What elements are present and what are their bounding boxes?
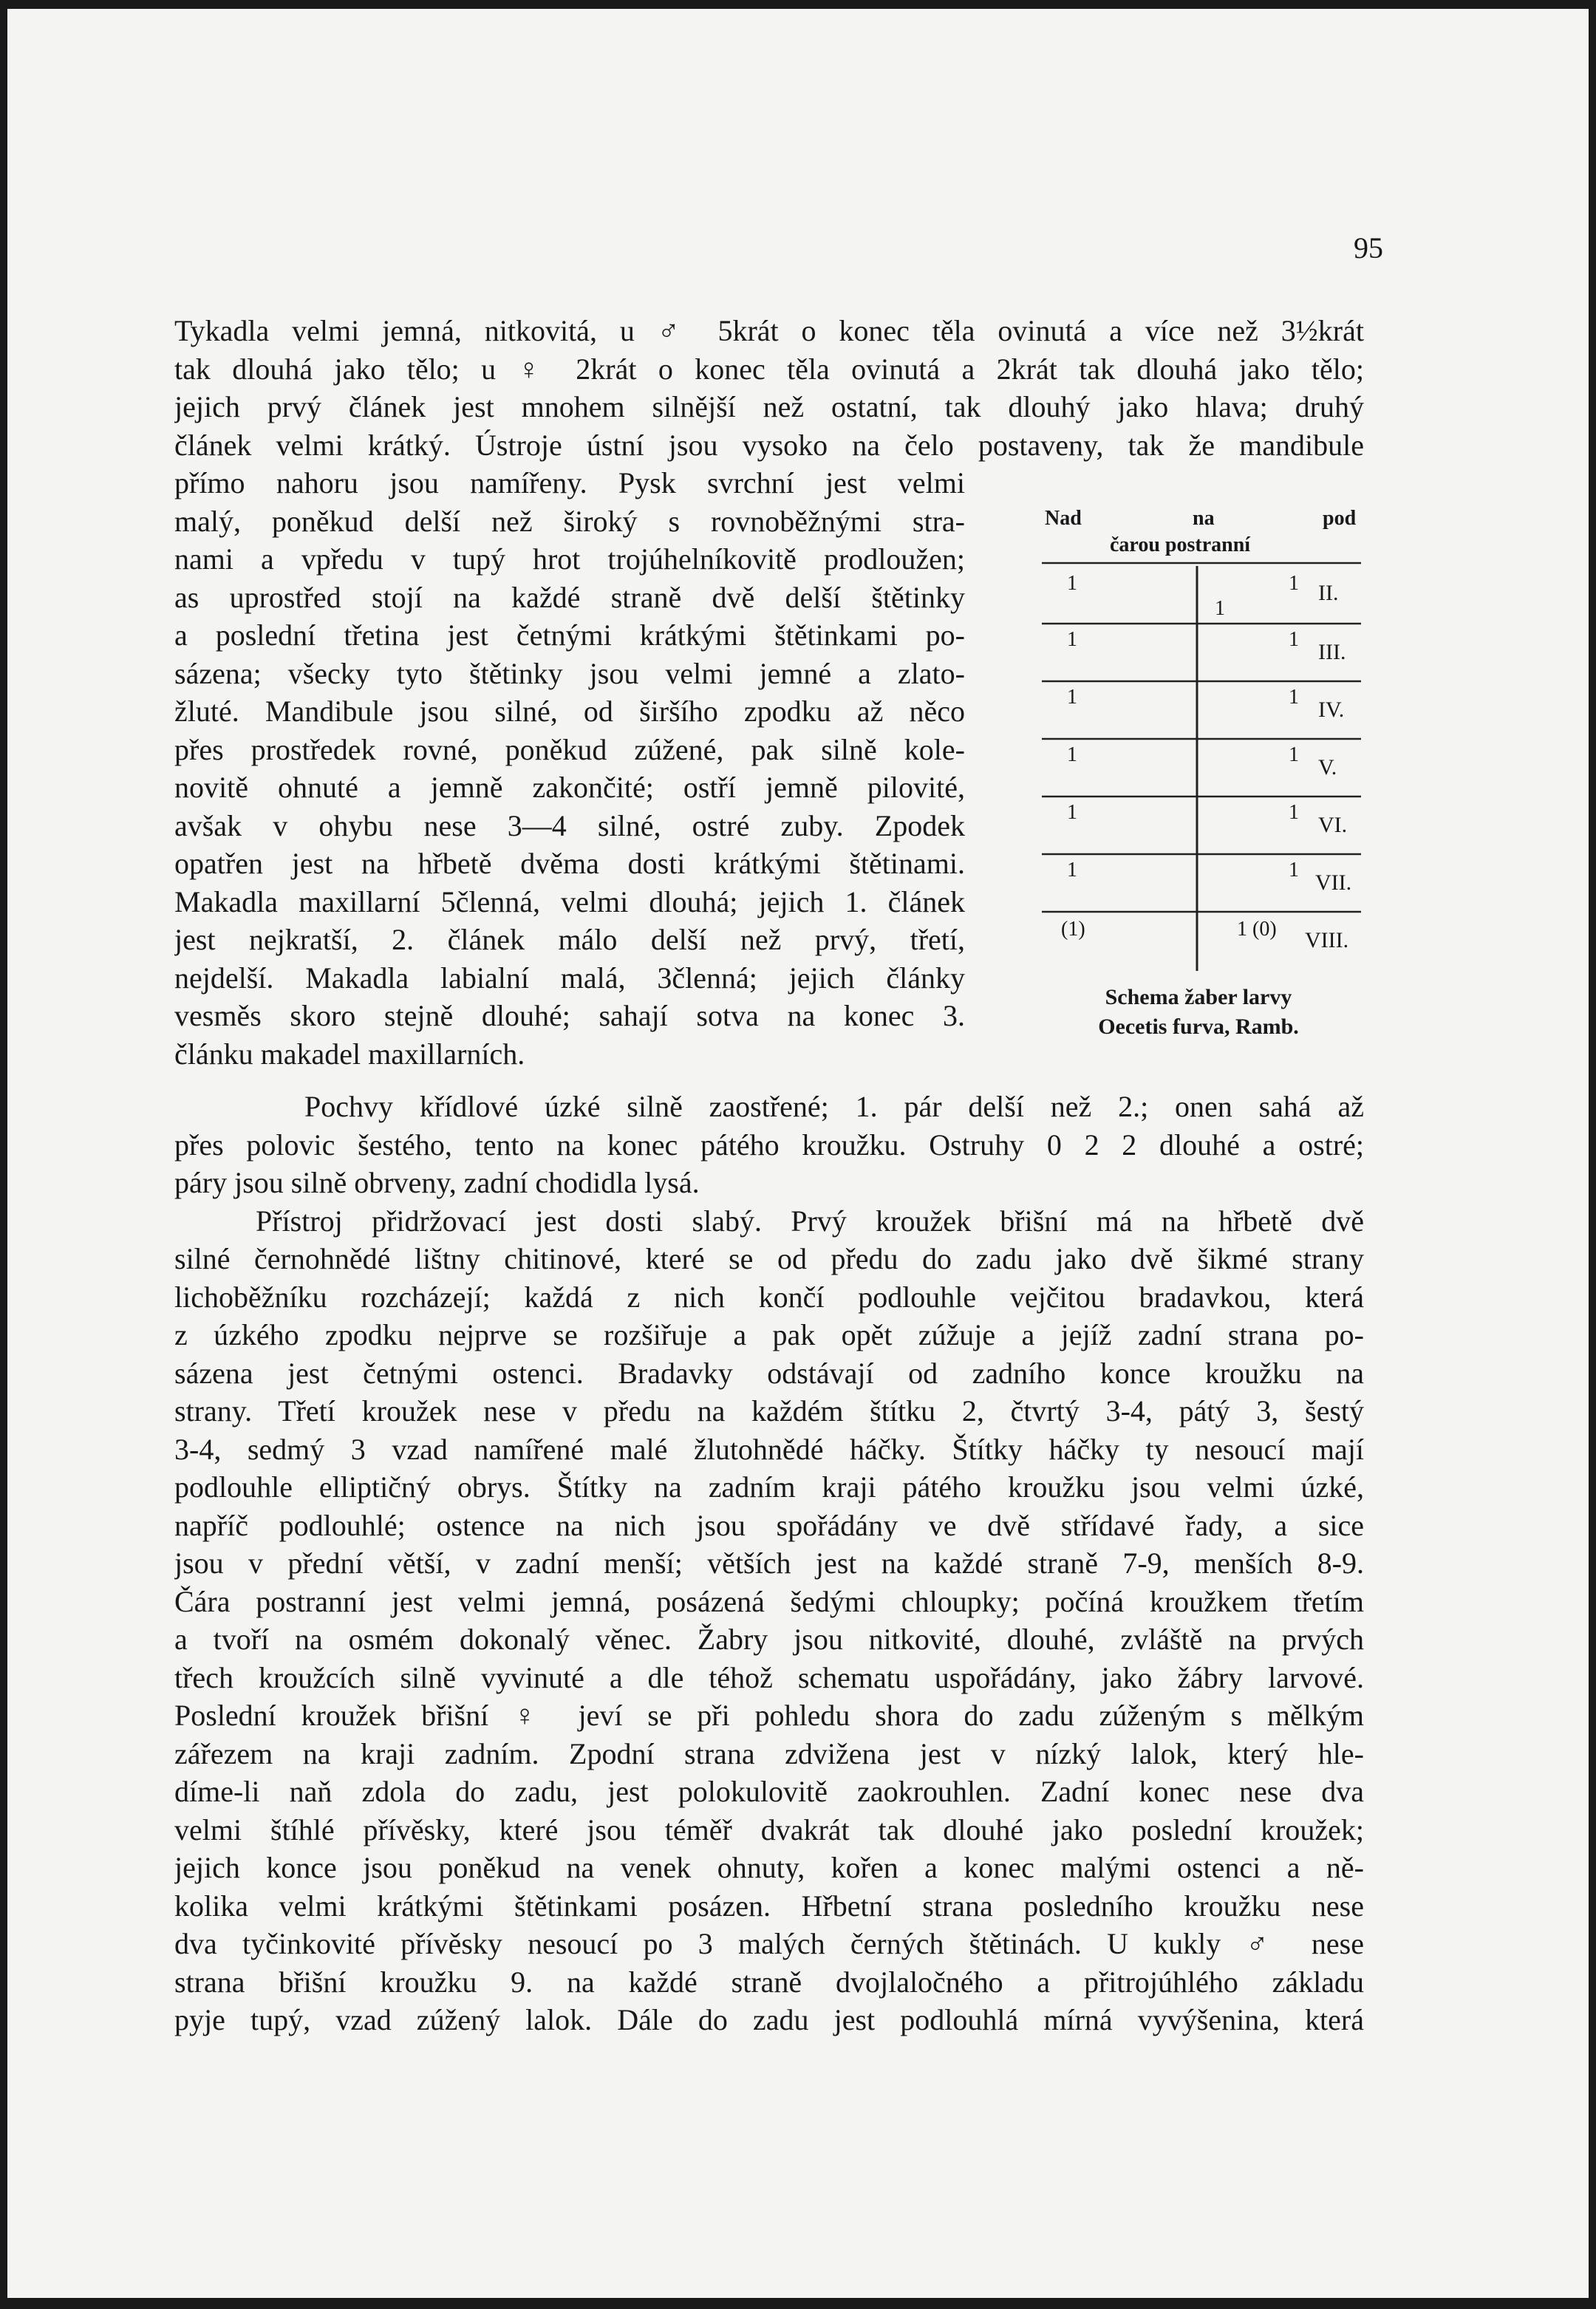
text-line: z úzkého zpodku nejprve se rozšiřuje a pak opět zúžuje a jejíž zadní strana po-: [174, 1318, 1364, 1351]
text-line: jejich prvý článek jest mnohem silnější než ostatní, tak dlouhý jako hlava; druhý: [174, 390, 1364, 423]
text-line: dva tyčinkovité přívěsky nesoucí po 3 malých černých štětinách. U kukly ♂ nese: [174, 1927, 1364, 1960]
schema-caption: [1036, 983, 1361, 1042]
schema-caption-line1: Schema žaber larvy: [1105, 985, 1292, 1009]
schema-header-na: na: [1193, 507, 1215, 530]
schema-cell-above: 1: [1067, 572, 1077, 595]
schema-segment-label: VIII.: [1305, 928, 1349, 952]
text-line: kolika velmi krátkými štětinkami posázen. Hřbetní strana posledního kroužku nese: [174, 1889, 1364, 1923]
schema-segment-label: II.: [1318, 581, 1339, 605]
text-line: Pochvy křídlové úzké silně zaostřené; 1. pár delší než 2.; onen sahá až: [304, 1090, 1364, 1123]
text-line: silné černohnědé lištny chitinové, které se od předu do zadu jako dvě šikmé strany: [174, 1242, 1364, 1275]
text-line: vesměs skoro stejně dlouhé; sahají sotva na konec 3.: [174, 999, 965, 1032]
paragraph-wing-sheaths: [174, 1088, 1364, 2039]
schema-cell-below: 1: [1289, 572, 1299, 595]
text-line: přes prostředek rovné, poněkud zúžené, pak silně kole-: [174, 732, 965, 766]
text-line: sázena jest četnými ostenci. Bradavky odstávají od zadního konce kroužku na: [174, 1356, 1364, 1390]
schema-caption-line2: Oecetis furva, Ramb.: [1098, 1014, 1299, 1039]
text-line: strana břišní kroužku 9. na každé straně dvojlaločného a přitrojúhlého základu: [174, 1965, 1364, 1999]
text-line: podlouhle elliptičný obrys. Štítky na zadním kraji pátého kroužku jsou velmi úzké,: [174, 1470, 1364, 1504]
schema-cell-above: (1): [1061, 918, 1085, 941]
text-line: Tykadla velmi jemná, nitkovitá, u ♂ 5krát o konec těla ovinutá a více než 3½krát: [174, 314, 1364, 347]
schema-cell-above: 1: [1067, 743, 1077, 766]
schema-segment-label: V.: [1318, 755, 1337, 780]
schema-header-nad: Nad: [1045, 507, 1082, 530]
schema-segment-label: VI.: [1318, 813, 1348, 837]
schema-segment-label: VII.: [1315, 870, 1352, 895]
schema-cell-above: 1: [1067, 859, 1077, 881]
text-line: Makadla maxillarní 5členná, velmi dlouhá; jejich 1. článek: [174, 884, 965, 918]
text-line: pyje tupý, vzad zúžený lalok. Dále do zadu jest podlouhlá mírná vyvýšenina, která: [174, 2003, 1364, 2036]
schema-cell-above: 1: [1067, 686, 1077, 709]
schema-segment-label: IV.: [1318, 698, 1345, 722]
text-line: as uprostřed stojí na každé straně dvě delší štětinky: [174, 580, 965, 614]
text-line: žluté. Mandibule jsou silné, od širšího zpodku až něco: [174, 695, 965, 728]
schema-cell-below: 1 (0): [1237, 918, 1277, 941]
text-line: opatřen jest na hřbetě dvěma dosti krátkými štětinami.: [174, 847, 965, 880]
schema-cell-above: 1: [1067, 628, 1077, 651]
text-line: strany. Třetí kroužek nese v předu na každém štítku 2, čtvrtý 3-4, pátý 3, šestý: [174, 1394, 1364, 1428]
text-line: sázena; všecky tyto štětinky jsou velmi jemné a zlato-: [174, 656, 965, 690]
text-line: nejdelší. Makadla labialní malá, 3členná; jejich články: [174, 961, 965, 995]
text-line: zářezem na kraji zadním. Zpodní strana zdvižena jest v nízký lalok, který hle-: [174, 1736, 1364, 1770]
schema-cell-below: 1: [1289, 801, 1299, 824]
text-line: páry jsou silně obrveny, zadní chodidla lysá.: [174, 1166, 700, 1199]
schema-cell-below: 1: [1289, 628, 1299, 651]
schema-cell-below: 1: [1289, 686, 1299, 709]
text-line: nami a vpředu v tupý hrot trojúhelníkovitě prodloužen;: [174, 542, 965, 576]
text-line: Čára postranní jest velmi jemná, posázená šedými chloupky; počíná kroužkem třetím: [174, 1584, 1364, 1618]
schema-cell-above: 1: [1067, 801, 1077, 824]
text-line: přímo nahoru jsou namířeny. Pysk svrchní jest velmi: [174, 466, 965, 499]
schema-header-line2: čarou postranní: [1110, 533, 1251, 556]
text-line: 3-4, sedmý 3 vzad namířené malé žlutohnědé háčky. Štítky háčky ty nesoucí mají: [174, 1432, 1364, 1466]
page-number: 95: [1354, 231, 1383, 265]
text-line: jest nejkratší, 2. článek málo delší než prvý, třetí,: [174, 923, 965, 956]
paragraph-mouthparts: [174, 464, 965, 1073]
text-line: jsou v přední větší, v zadní menší; větších jest na každé straně 7-9, menších 8-9.: [174, 1546, 1364, 1580]
schema-cell-below: 1: [1289, 743, 1299, 766]
schema-segment-label: III.: [1318, 640, 1346, 664]
text-line: novitě ohnuté a jemně zakončité; ostří jemně pilovité,: [174, 771, 965, 804]
gill-schema-figure: [1036, 504, 1368, 1065]
text-line: Poslední kroužek břišní ♀ jeví se při pohledu shora do zadu zúženým s mělkým: [174, 1699, 1364, 1732]
text-line: článek velmi krátký. Ústroje ústní jsou vysoko na čelo postaveny, tak že mandibule: [174, 428, 1364, 462]
text-line: velmi štíhlé přívěsky, které jsou téměř dvakrát tak dlouhé jako poslední kroužek;: [174, 1812, 1364, 1846]
paragraph-antennae: [174, 312, 1364, 464]
text-line: a poslední třetina jest četnými krátkými štětinkami po-: [174, 618, 965, 652]
text-line: malý, poněkud delší než široký s rovnoběžnými stra-: [174, 504, 965, 538]
text-line: avšak v ohybu nese 3—4 silné, ostré zuby. Zpodek: [174, 808, 965, 842]
text-line: a tvoří na osmém dokonalý věnec. Žabry jsou nitkovité, dlouhé, zvláště na prvých: [174, 1623, 1364, 1656]
text-line: přes polovic šestého, tento na konec pátého kroužku. Ostruhy 0 2 2 dlouhé a ostré;: [174, 1128, 1364, 1162]
text-line: tak dlouhá jako tělo; u ♀ 2krát o konec těla ovinutá a 2krát tak dlouhá jako tělo;: [174, 352, 1364, 386]
schema-cell-below: 1: [1289, 859, 1299, 881]
text-line: třech kroužcích silně vyvinuté a dle téhož schematu uspořádány, jako žábry larvové.: [174, 1660, 1364, 1694]
text-line: jejich konce jsou poněkud na venek ohnuty, kořen a konec malými ostenci a ně-: [174, 1851, 1364, 1884]
text-line: napříč podlouhlé; ostence na nich jsou spořádány ve dvě střídavé řady, a sice: [174, 1508, 1364, 1542]
text-line: Přístroj přidržovací jest dosti slabý. Prvý kroužek břišní má na hřbetě dvě: [256, 1204, 1364, 1238]
schema-cell-on: 1: [1215, 597, 1225, 620]
text-line: lichoběžníku rozcházejí; každá z nich končí podlouhle vejčitou bradavkou, která: [174, 1280, 1364, 1314]
text-line: článku makadel maxillarních.: [174, 1037, 525, 1071]
schema-header-pod: pod: [1323, 507, 1357, 530]
book-page: [7, 9, 1589, 2298]
text-line: díme-li naň zdola do zadu, jest polokulovitě zaokrouhlen. Zadní konec nese dva: [174, 1775, 1364, 1808]
